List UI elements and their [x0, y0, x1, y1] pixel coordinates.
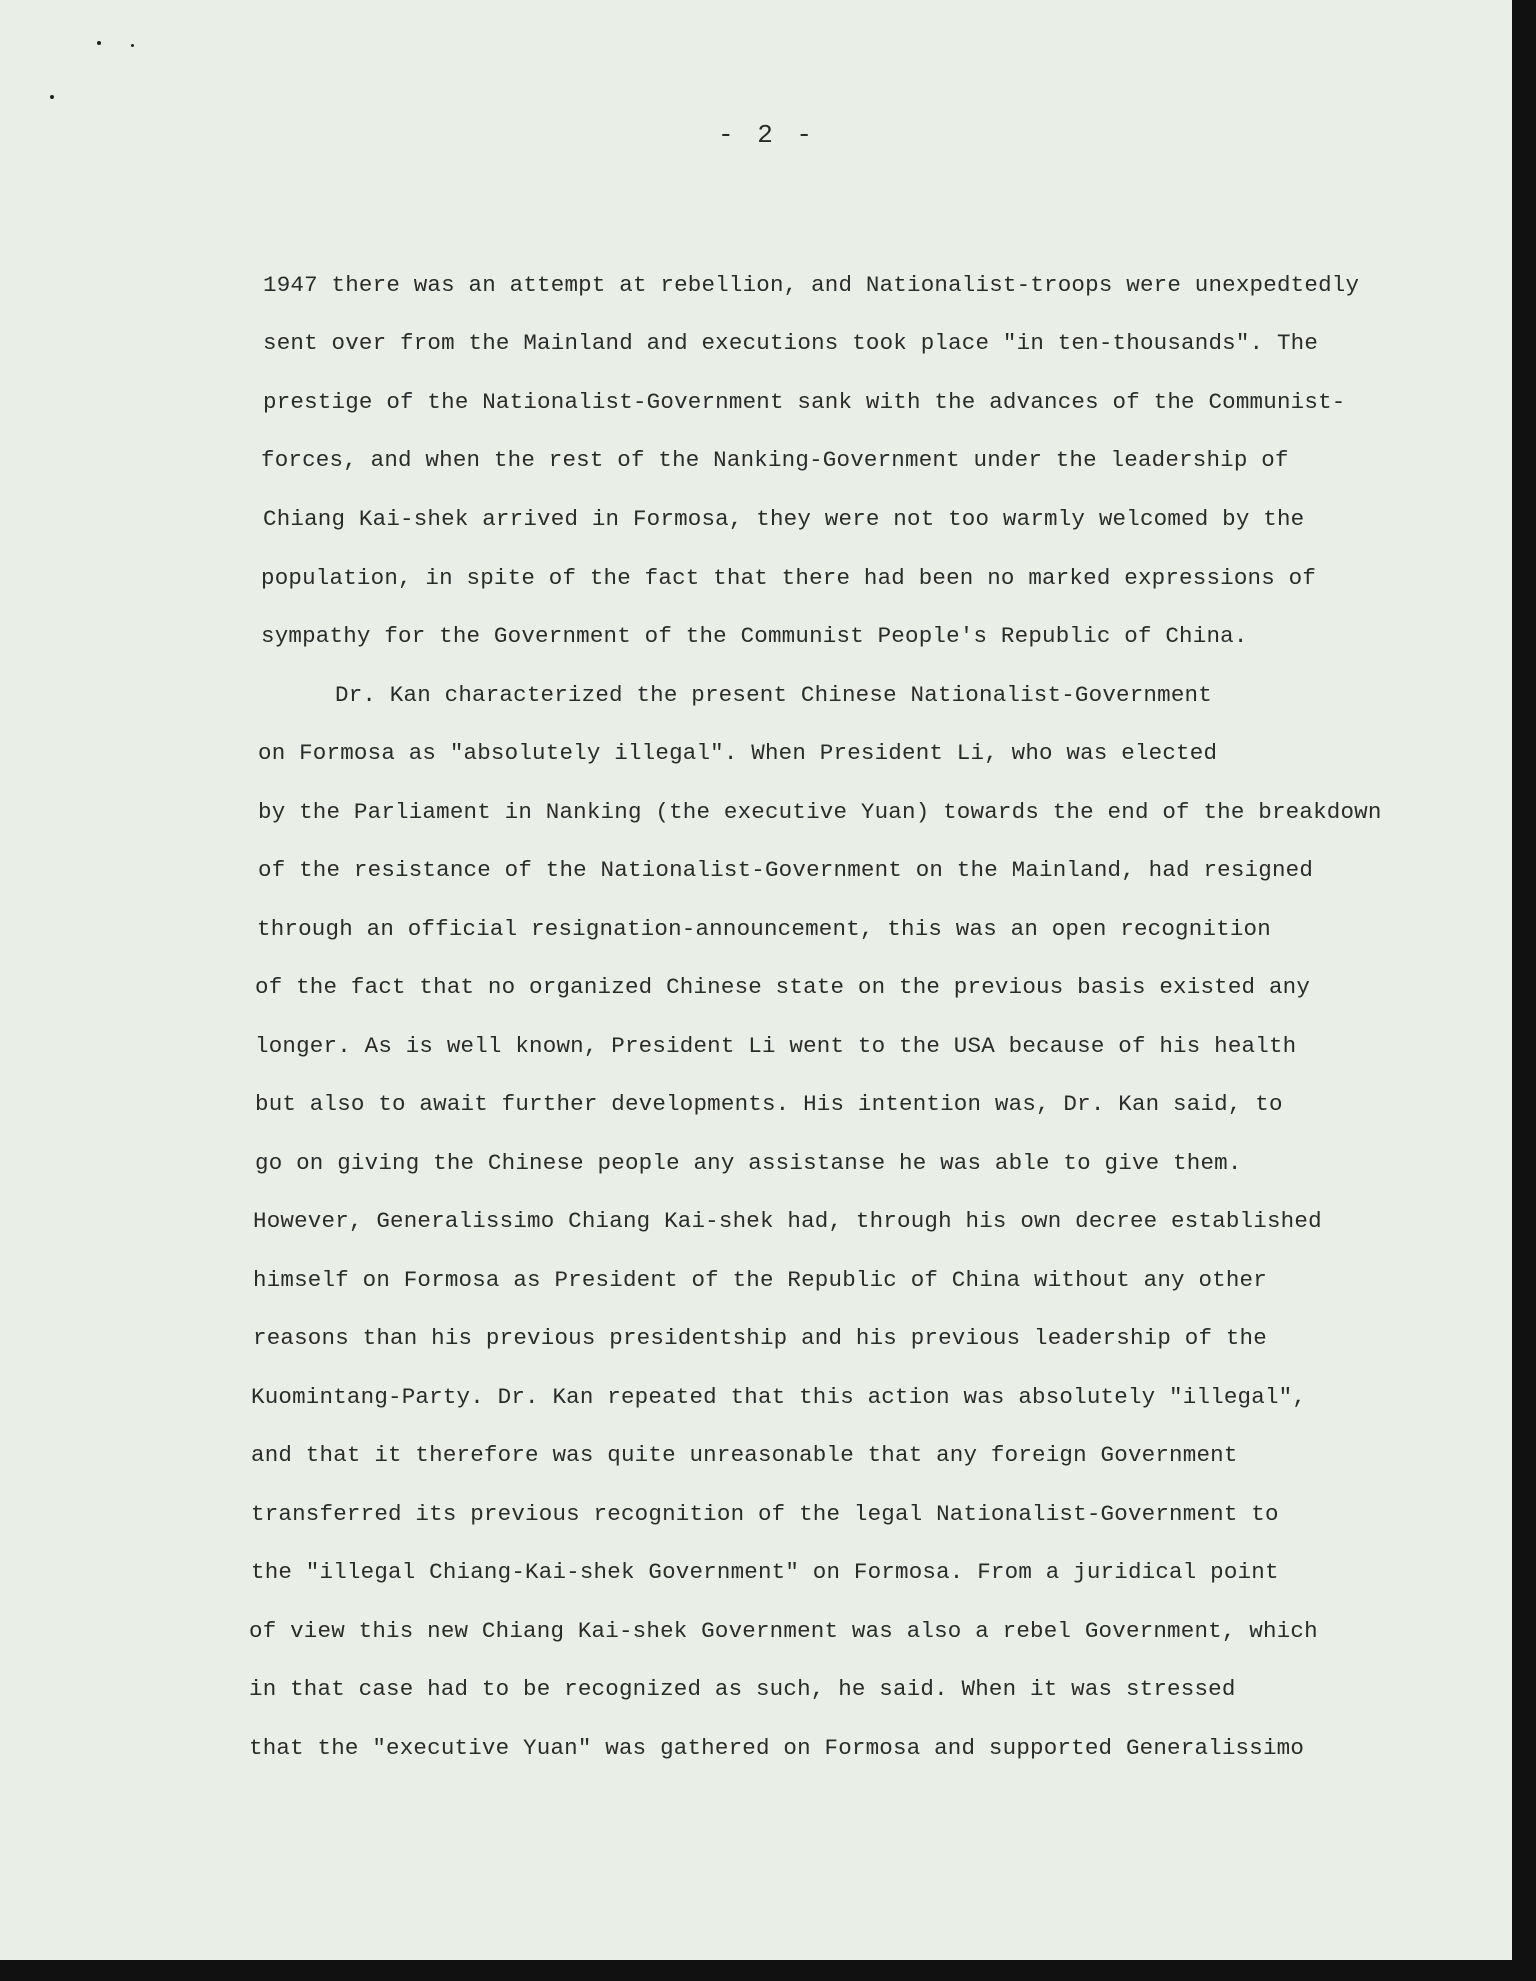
- text-line: of the fact that no organized Chinese state on the previous basis existed any: [255, 974, 1311, 1000]
- text-line: reasons than his previous presidentship and his previous leadership of the: [253, 1325, 1267, 1351]
- text-line: sympathy for the Government of the Communist People's Republic of China.: [261, 623, 1248, 649]
- text-line: Dr. Kan characterized the present Chinese Nationalist-Government: [335, 682, 1212, 708]
- text-line: 1947 there was an attempt at rebellion, and Nationalist-troops were unexpedtedly: [263, 272, 1360, 298]
- text-line: of the resistance of the Nationalist-Government on the Mainland, had resigned: [258, 857, 1314, 883]
- text-line: and that it therefore was quite unreasonable that any foreign Government: [251, 1442, 1238, 1468]
- text-line: that the "executive Yuan" was gathered on Formosa and supported Generalissimo: [249, 1735, 1305, 1761]
- text-line: himself on Formosa as President of the Republic of China without any other: [253, 1267, 1267, 1293]
- text-line: However, Generalissimo Chiang Kai-shek had, through his own decree established: [253, 1208, 1322, 1234]
- text-line: transferred its previous recognition of the legal Nationalist-Government to: [251, 1501, 1279, 1527]
- text-line: sent over from the Mainland and executions took place "in ten-thousands". The: [263, 330, 1319, 356]
- ink-speck: [131, 44, 134, 47]
- text-line: go on giving the Chinese people any assistanse he was able to give them.: [255, 1150, 1242, 1176]
- ink-speck: [97, 41, 101, 45]
- text-line: of view this new Chiang Kai-shek Government was also a rebel Government, which: [249, 1618, 1318, 1644]
- text-line: by the Parliament in Nanking (the executive Yuan) towards the end of the breakdown: [258, 799, 1382, 825]
- text-line: prestige of the Nationalist-Government sank with the advances of the Communist-: [263, 389, 1346, 415]
- text-line: but also to await further developments. His intention was, Dr. Kan said, to: [255, 1091, 1283, 1117]
- text-line: the "illegal Chiang-Kai-shek Government" on Formosa. From a juridical point: [251, 1559, 1279, 1585]
- page-number: - 2 -: [718, 120, 817, 150]
- text-line: through an official resignation-announcement, this was an open recognition: [257, 916, 1271, 942]
- text-line: longer. As is well known, President Li went to the USA because of his health: [255, 1033, 1297, 1059]
- text-line: forces, and when the rest of the Nanking-Government under the leadership of: [261, 447, 1289, 473]
- text-line: on Formosa as "absolutely illegal". When President Li, who was elected: [258, 740, 1218, 766]
- text-line: Kuomintang-Party. Dr. Kan repeated that this action was absolutely "illegal",: [251, 1384, 1307, 1410]
- text-line: population, in spite of the fact that there had been no marked expressions of: [261, 565, 1317, 591]
- text-line: Chiang Kai-shek arrived in Formosa, they were not too warmly welcomed by the: [263, 506, 1305, 532]
- text-line: in that case had to be recognized as such, he said. When it was stressed: [249, 1676, 1236, 1702]
- ink-speck: [50, 95, 54, 99]
